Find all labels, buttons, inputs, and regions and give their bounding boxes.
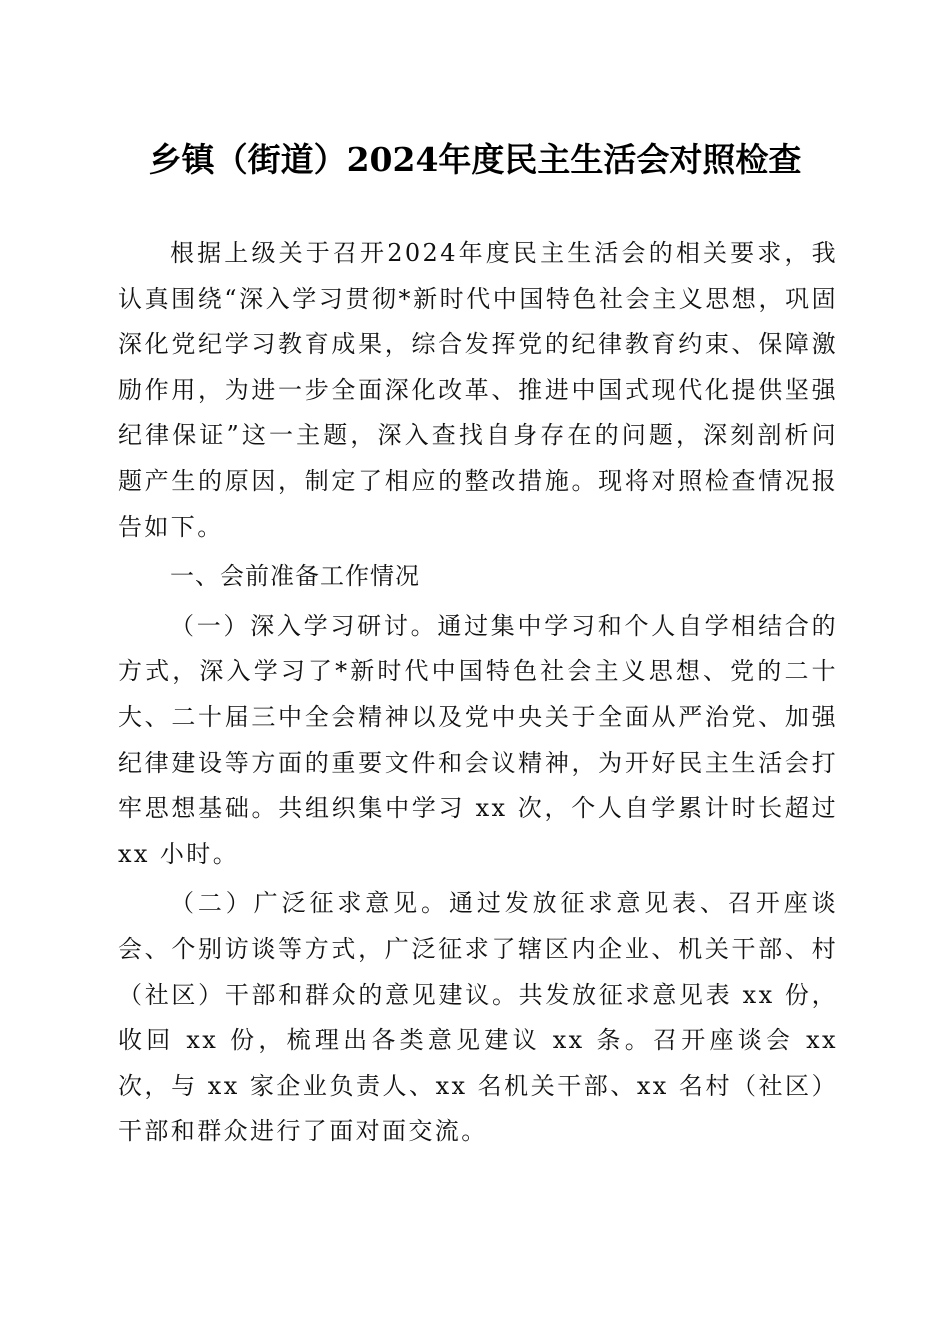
item-2-lead: （二）广泛征求意见。 bbox=[170, 889, 449, 918]
item-2-paragraph bbox=[118, 881, 838, 1155]
document-title: 乡镇（街道）2024年度民主生活会对照检查 bbox=[148, 140, 802, 179]
item-1-paragraph bbox=[118, 604, 838, 878]
item-1-text: 通过集中学习和个人自学相结合的方式，深入学习了*新时代中国特色社会主义思想、党的二十大、二十届三中全会精神以及党中央关于全面从严治党、加强纪律建设等方面的重要文件和会议精神，为开好民主生活会打牢思想基础。共组织集中学习 xx 次，个人自学累计时长超过 xx 小时。 bbox=[118, 611, 839, 868]
section-heading-1: 一、会前准备工作情况 bbox=[170, 562, 420, 591]
document-body bbox=[118, 231, 838, 1155]
intro-paragraph: 根据上级关于召开2024年度民主生活会的相关要求，我认真围绕“深入学习贯彻*新时代中国特色社会主义思想，巩固深化党纪学习教育成果，综合发挥党的纪律教育约束、保障激励作用，为进一步全面深化改革、推进中国式现代化提供坚强纪律保证”这一主题，深入查找自身存在的问题，深刻剖析问题产生的原因，制定了相应的整改措施。现将对照检查情况报告如下。 bbox=[118, 239, 838, 541]
item-2-text: 通过发放征求意见表、召开座谈会、个别访谈等方式，广泛征求了辖区内企业、机关干部、村（社区）干部和群众的意见建议。共发放征求意见表 xx 份，收回 xx 份，梳理出各类意见建议 xx 条。召开座谈会 xx 次，与 xx 家企业负责人、xx 名机关干部、xx 名村（社区）干部和群众进行了面对面交流。 bbox=[118, 889, 838, 1146]
item-1-lead: （一）深入学习研讨。 bbox=[170, 611, 438, 640]
